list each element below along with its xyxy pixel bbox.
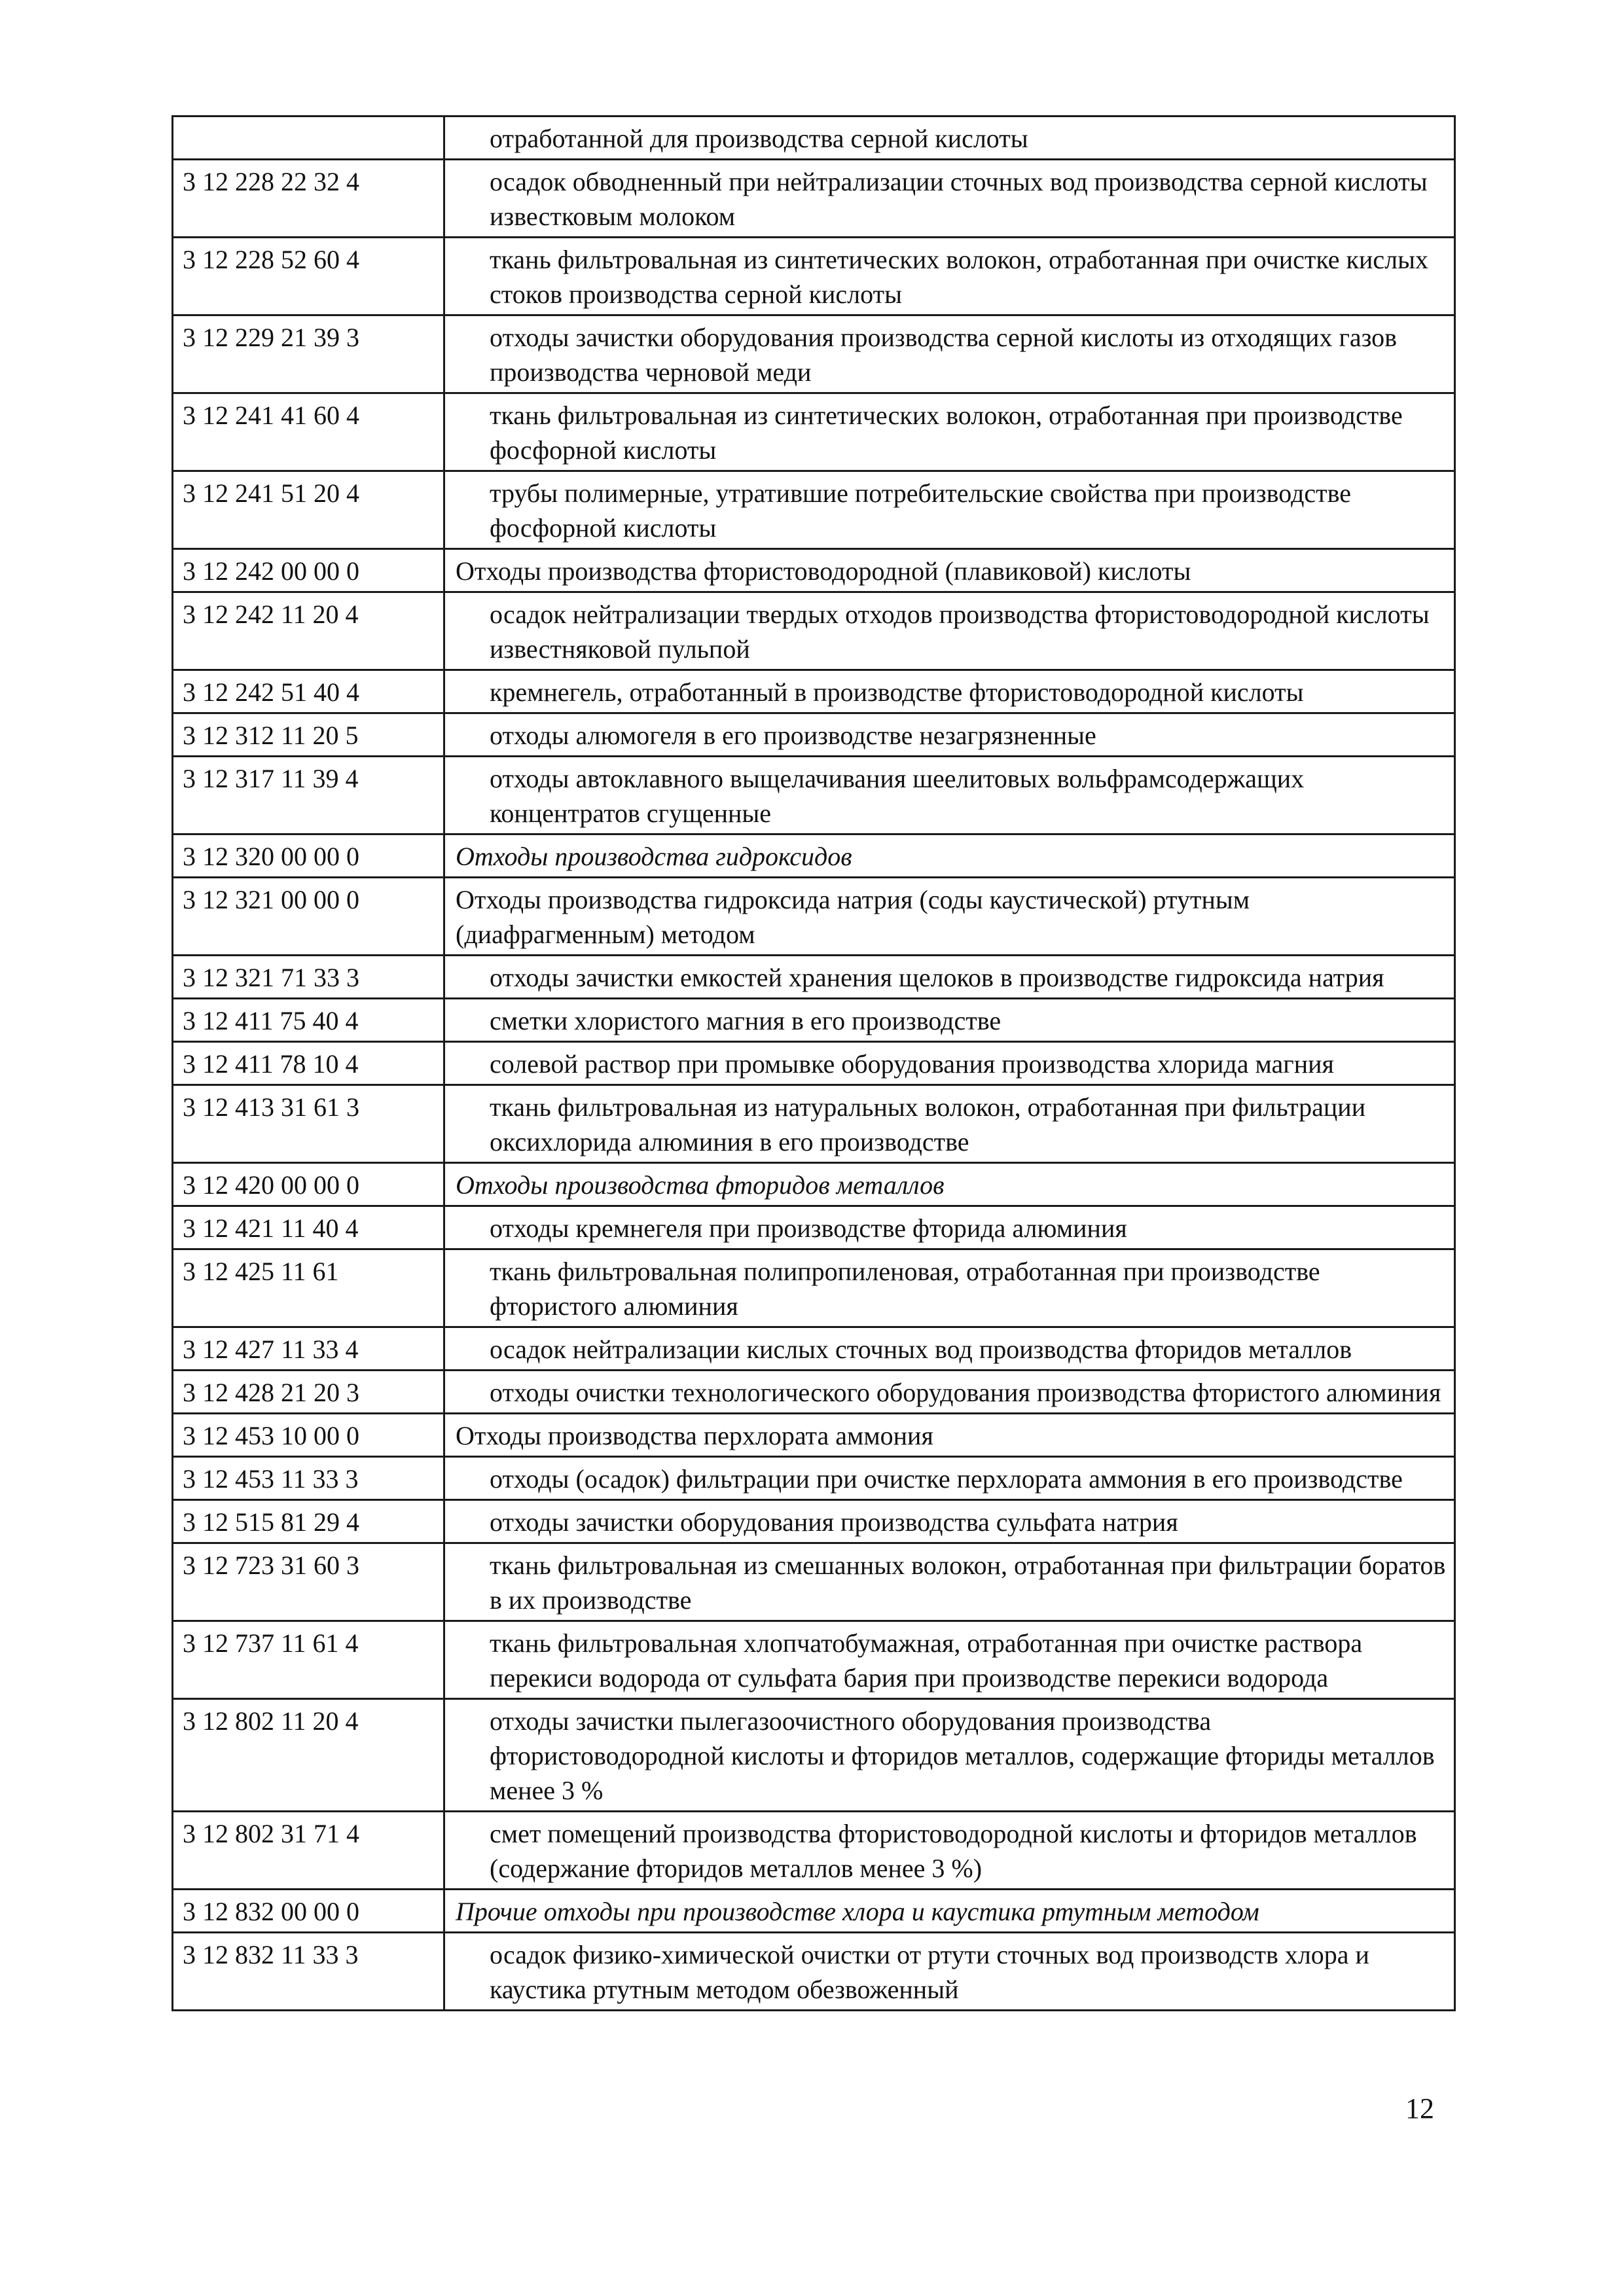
table-row	[173, 315, 1455, 393]
waste-code-cell: 3 12 453 11 33 3	[173, 1457, 444, 1500]
waste-code-cell: 3 12 321 71 33 3	[173, 956, 444, 999]
table-row	[173, 1933, 1455, 2011]
waste-code-cell: 3 12 312 11 20 5	[173, 713, 444, 757]
waste-code-cell: 3 12 228 22 32 4	[173, 160, 444, 238]
waste-description-cell: Отходы производства перхлората аммония	[444, 1414, 1455, 1457]
waste-code-cell: 3 12 802 31 71 4	[173, 1812, 444, 1890]
table-row	[173, 1500, 1455, 1543]
waste-code-cell: 3 12 421 11 40 4	[173, 1206, 444, 1249]
table-row	[173, 834, 1455, 878]
waste-description-cell: осадок нейтрализации твердых отходов производства фтористоводородной кислоты известняковой пульпой	[444, 592, 1455, 670]
waste-code-cell: 3 12 420 00 00 0	[173, 1163, 444, 1206]
waste-description-cell: трубы полимерные, утратившие потребительские свойства при производстве фосфорной кислоты	[444, 471, 1455, 549]
waste-code-cell: 3 12 515 81 29 4	[173, 1500, 444, 1543]
waste-code-cell: 3 12 320 00 00 0	[173, 834, 444, 878]
waste-code-cell: 3 12 427 11 33 4	[173, 1327, 444, 1371]
table-row	[173, 160, 1455, 238]
waste-code-cell: 3 12 723 31 60 3	[173, 1543, 444, 1621]
waste-code-cell: 3 12 802 11 20 4	[173, 1699, 444, 1812]
waste-description-cell: Прочие отходы при производстве хлора и каустика ртутным методом	[444, 1890, 1455, 1933]
table-row	[173, 1699, 1455, 1812]
waste-description-cell: ткань фильтровальная хлопчатобумажная, отработанная при очистке раствора перекиси водорода от сульфата бария при производстве перекиси водорода	[444, 1621, 1455, 1699]
waste-code-cell: 3 12 321 00 00 0	[173, 878, 444, 956]
table-row	[173, 1042, 1455, 1085]
table-row	[173, 999, 1455, 1042]
table-row	[173, 1206, 1455, 1249]
waste-code-cell: 3 12 413 31 61 3	[173, 1085, 444, 1163]
waste-description-cell: отходы алюмогеля в его производстве незагрязненные	[444, 713, 1455, 757]
waste-code-cell: 3 12 411 78 10 4	[173, 1042, 444, 1085]
waste-description-cell: отходы зачистки емкостей хранения щелоков в производстве гидроксида натрия	[444, 956, 1455, 999]
waste-description-cell: кремнегель, отработанный в производстве фтористоводородной кислоты	[444, 670, 1455, 713]
waste-code-cell: 3 12 317 11 39 4	[173, 757, 444, 834]
waste-description-cell: смет помещений производства фтористоводородной кислоты и фторидов металлов (содержание фторидов металлов менее 3 %)	[444, 1812, 1455, 1890]
table-row	[173, 757, 1455, 834]
waste-description-cell: осадок физико-химической очистки от ртути сточных вод производств хлора и каустика ртутным методом обезвоженный	[444, 1933, 1455, 2011]
waste-code-cell: 3 12 832 11 33 3	[173, 1933, 444, 2011]
waste-description-cell: отходы зачистки оборудования производства серной кислоты из отходящих газов производства черновой меди	[444, 315, 1455, 393]
table-row	[173, 238, 1455, 315]
table-row	[173, 1249, 1455, 1327]
table-row	[173, 878, 1455, 956]
table-row	[173, 117, 1455, 160]
waste-description-cell: ткань фильтровальная из натуральных волокон, отработанная при фильтрации оксихлорида алюминия в его производстве	[444, 1085, 1455, 1163]
waste-description-cell: отходы кремнегеля при производстве фторида алюминия	[444, 1206, 1455, 1249]
waste-code-cell: 3 12 242 00 00 0	[173, 549, 444, 592]
page-number: 12	[1405, 2092, 1434, 2125]
waste-description-cell: Отходы производства гидроксида натрия (соды каустической) ртутным (диафрагменным) методом	[444, 878, 1455, 956]
waste-description-cell: сметки хлористого магния в его производстве	[444, 999, 1455, 1042]
table-row	[173, 1543, 1455, 1621]
table-row	[173, 1457, 1455, 1500]
waste-description-cell: отходы зачистки оборудования производства сульфата натрия	[444, 1500, 1455, 1543]
table-row	[173, 471, 1455, 549]
table-row	[173, 1371, 1455, 1414]
waste-description-cell: ткань фильтровальная из смешанных волокон, отработанная при фильтрации боратов в их производстве	[444, 1543, 1455, 1621]
waste-classification-table	[171, 115, 1456, 2011]
waste-description-cell: Отходы производства фтористоводородной (плавиковой) кислоты	[444, 549, 1455, 592]
waste-code-cell: 3 12 229 21 39 3	[173, 315, 444, 393]
waste-code-cell: 3 12 428 21 20 3	[173, 1371, 444, 1414]
waste-description-cell: Отходы производства фторидов металлов	[444, 1163, 1455, 1206]
waste-description-cell: отходы зачистки пылегазоочистного оборудования производства фтористоводородной кислоты и фторидов металлов, содержащие фториды металлов менее 3 %	[444, 1699, 1455, 1812]
table-row	[173, 1327, 1455, 1371]
table-row	[173, 549, 1455, 592]
waste-description-cell: отходы (осадок) фильтрации при очистке перхлората аммония в его производстве	[444, 1457, 1455, 1500]
table-row	[173, 670, 1455, 713]
table-row	[173, 1621, 1455, 1699]
waste-code-cell: 3 12 242 11 20 4	[173, 592, 444, 670]
waste-code-cell: 3 12 425 11 61	[173, 1249, 444, 1327]
waste-description-cell: осадок нейтрализации кислых сточных вод производства фторидов металлов	[444, 1327, 1455, 1371]
waste-code-cell: 3 12 453 10 00 0	[173, 1414, 444, 1457]
table-row	[173, 713, 1455, 757]
waste-code-cell: 3 12 832 00 00 0	[173, 1890, 444, 1933]
waste-description-cell: ткань фильтровальная из синтетических волокон, отработанная при очистке кислых стоков производства серной кислоты	[444, 238, 1455, 315]
table-body	[173, 117, 1455, 2011]
table-row	[173, 1414, 1455, 1457]
table-row	[173, 1890, 1455, 1933]
table-row	[173, 393, 1455, 471]
table-row	[173, 1163, 1455, 1206]
table-row	[173, 956, 1455, 999]
waste-code-cell: 3 12 737 11 61 4	[173, 1621, 444, 1699]
waste-code-cell: 3 12 242 51 40 4	[173, 670, 444, 713]
waste-description-cell: ткань фильтровальная полипропиленовая, отработанная при производстве фтористого алюминия	[444, 1249, 1455, 1327]
waste-code-cell	[173, 117, 444, 160]
waste-description-cell: ткань фильтровальная из синтетических волокон, отработанная при производстве фосфорной кислоты	[444, 393, 1455, 471]
waste-code-cell: 3 12 411 75 40 4	[173, 999, 444, 1042]
waste-code-cell: 3 12 241 41 60 4	[173, 393, 444, 471]
waste-description-cell: Отходы производства гидроксидов	[444, 834, 1455, 878]
waste-description-cell: осадок обводненный при нейтрализации сточных вод производства серной кислоты известковым молоком	[444, 160, 1455, 238]
waste-description-cell: отходы очистки технологического оборудования производства фтористого алюминия	[444, 1371, 1455, 1414]
waste-code-cell: 3 12 228 52 60 4	[173, 238, 444, 315]
waste-code-cell: 3 12 241 51 20 4	[173, 471, 444, 549]
waste-description-cell: солевой раствор при промывке оборудования производства хлорида магния	[444, 1042, 1455, 1085]
waste-description-cell: отработанной для производства серной кислоты	[444, 117, 1455, 160]
table-row	[173, 592, 1455, 670]
waste-description-cell: отходы автоклавного выщелачивания шеелитовых вольфрамсодержащих концентратов сгущенные	[444, 757, 1455, 834]
table-row	[173, 1085, 1455, 1163]
table-row	[173, 1812, 1455, 1890]
